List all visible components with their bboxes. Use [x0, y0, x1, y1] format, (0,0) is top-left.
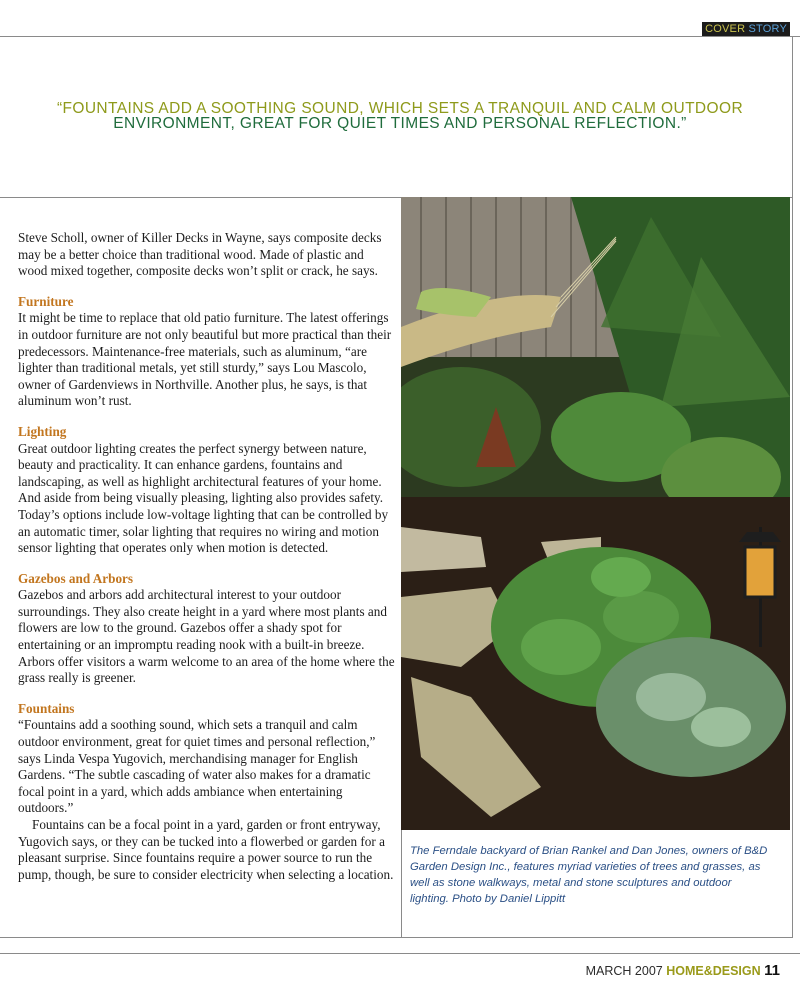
page-footer [586, 962, 780, 979]
footer-date: MARCH 2007 [585, 964, 667, 978]
fountains-heading: Fountains [18, 700, 75, 716]
section-tag-story: STORY [748, 23, 787, 35]
garden-photo [401, 197, 790, 830]
bottom-rule-1 [0, 937, 792, 938]
section-tag [702, 22, 790, 36]
furniture-paragraph: It might be time to replace that old patio furniture. The latest offerings in outdoor furniture are not only beautiful but more practical than their predecessors. Maintenance-free materials, such as aluminum, “are lighter than traditional metals, yet still sturdy,” says Lou Mascolo, owner of Gardenviews in Northville. Another plus, he says, is that aluminum won’t rust. [18, 310, 392, 409]
garden-photo-illustration [401, 197, 790, 830]
gazebos-heading: Gazebos and Arbors [18, 570, 134, 586]
pull-quote-line-1: “FOUNTAINS ADD A SOOTHING SOUND, WHICH SETS A TRANQUIL AND CALM OUTDOOR [56, 100, 744, 117]
section-tag-cover: COVER [705, 23, 749, 35]
pull-quote-line-2: ENVIRONMENT, GREAT FOR QUIET TIMES AND PERSONAL REFLECTION.” [113, 115, 687, 132]
gazebos-paragraph: Gazebos and arbors add architectural interest to your outdoor surroundings. They also create height in a yard where most plants and flowers are low to the ground. Gazebos offer a shady spot for entertaining or an impromptu reading nook with a built-in breeze. Arbors offer visitors a warm welcome to an area of the home where the grass really is greener. [18, 587, 395, 686]
fountains-paragraph-2: Fountains can be a focal point in a yard, garden or front entryway, Yugovich says, or they can be tucked into a flowerbed or garden for a pleasant surprise. Since fountains require a power source to run the pump, though, be sure to consider electricity when selecting a location. [18, 817, 394, 882]
top-rule [0, 36, 800, 37]
page-number: 11 [764, 962, 780, 979]
article-body [18, 230, 396, 883]
photo-caption: The Ferndale backyard of Brian Rankel and Dan Jones, owners of B&D Garden Design Inc., features myriad varieties of trees and grasses, as well as stone walkways, metal and stone sculptures and outdoor lighting. Photo by Daniel Lippitt [410, 845, 768, 905]
bottom-rule-2 [0, 953, 800, 954]
lighting-heading: Lighting [18, 423, 67, 439]
furniture-heading: Furniture [18, 293, 74, 309]
right-rule [792, 36, 793, 938]
fountains-paragraph-1: “Fountains add a soothing sound, which sets a tranquil and calm outdoor environment, great for quiet times and personal reflection,” says Linda Vespa Yugovich, merchandising manager for English Gardens. “The subtle cascading of water also makes for a dramatic focal point in a yard, which adds ambiance when entertaining outdoors.” [18, 717, 376, 816]
intro-paragraph: Steve Scholl, owner of Killer Decks in Wayne, says composite decks may be a better choice than traditional wood. Made of plastic and wood mixed together, composite decks won’t split or crack, he says. [18, 230, 382, 279]
footer-brand: HOME&DESIGN [666, 964, 761, 978]
pull-quote [40, 101, 760, 131]
lighting-paragraph: Great outdoor lighting creates the perfect synergy between nature, beauty and practicality. It can enhance gardens, fountains and landscaping, as well as highlight architectural features of your home. And aside from being visually pleasing, lighting also provides safety. Today’s options include low-voltage lighting that can be controlled by an automatic timer, solar lighting that requires no wiring and motion sensor lighting that operates only when motion is detected. [18, 440, 389, 556]
